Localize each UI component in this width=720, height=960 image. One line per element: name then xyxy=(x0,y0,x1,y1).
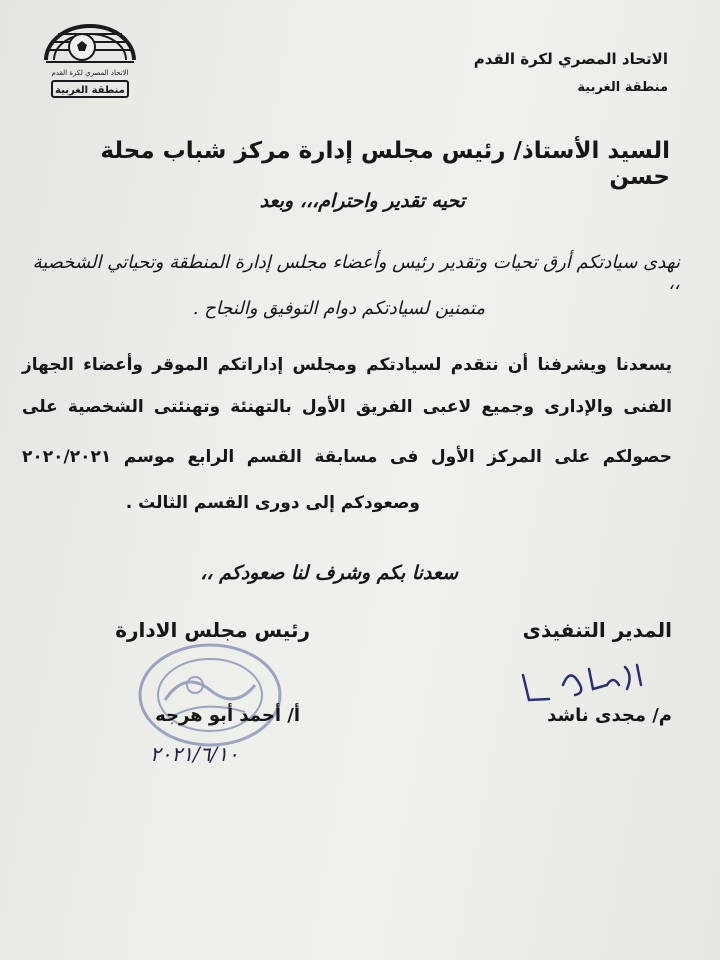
organization-region: منطقة الغربية xyxy=(577,80,668,95)
body-line-3: حصولكم على المركز الأول فى مسابقة القسم الرابع موسم ٢٠٢٠/٢٠٢١ xyxy=(22,447,672,467)
director-name: م/ مجدى ناشد xyxy=(547,705,672,726)
director-title: المدير التنفيذى xyxy=(522,618,672,642)
official-stamp xyxy=(135,640,285,750)
chairman-name: أ/ أحمد أبو هرجه xyxy=(155,705,300,726)
body-line-1: يسعدنا ويشرفنا أن نتقدم لسيادتكم ومجلس إداراتكم الموقر وأعضاء الجهاز xyxy=(22,355,672,375)
logo-region: منطقة الغربية xyxy=(55,85,125,96)
chairman-title: رئيس مجلس الادارة xyxy=(115,618,310,642)
closing-line: سعدنا بكم وشرف لنا صعودكم ،، xyxy=(200,562,458,584)
body-line-4: وصعودكم إلى دورى القسم الثالث . xyxy=(125,493,420,513)
intro-line-1: نهدى سيادتكم أرق تحيات وتقدير رئيس وأعضاء مجلس إدارة المنطقة وتحياتي الشخصية ،، xyxy=(32,252,680,294)
intro-line-2: متمنين لسيادتكم دوام التوفيق والنجاح . xyxy=(192,298,485,319)
logo-caption: الاتحاد المصري لكرة القدم xyxy=(51,69,129,77)
body-line-2: الفنى والإدارى وجميع لاعبى الفريق الأول بالتهنئة وتهنئتى الشخصية على xyxy=(22,397,672,417)
federation-logo xyxy=(40,22,140,102)
director-signature xyxy=(515,655,650,710)
signature-date: ٢٠٢١/٦/١٠ xyxy=(150,742,239,766)
greeting-line: تحيه تقدير واحترام،،، وبعد xyxy=(259,190,465,212)
organization-name: الاتحاد المصري لكرة القدم xyxy=(473,50,668,68)
addressee-line: السيد الأستاذ/ رئيس مجلس إدارة مركز شباب محلة حسن xyxy=(100,138,670,190)
